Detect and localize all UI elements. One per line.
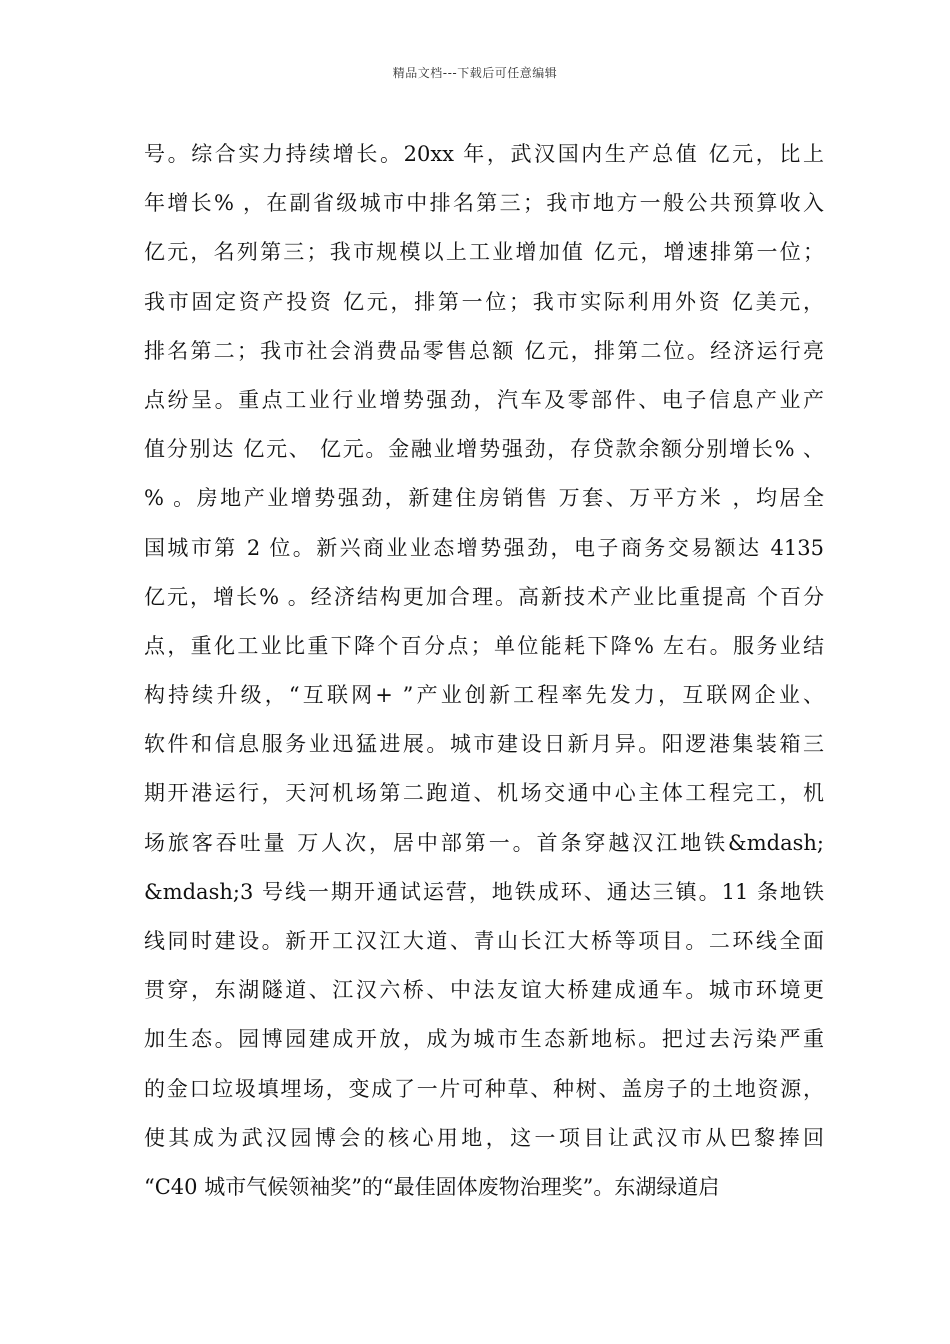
text-line: 亿元，增长% 。经济结构更加合理。高新技术产业比重提高 个百分 — [144, 584, 824, 609]
text-line: 点纷呈。重点工业行业增势强劲，汽车及零部件、电子信息产业产 — [144, 387, 824, 412]
text-line: 点，重化工业比重下降个百分点；单位能耗下降% 左右。服务业结 — [144, 633, 824, 658]
text-line: 我市固定资产投资 亿元，排第一位；我市实际利用外资 亿美元， — [144, 289, 824, 314]
text-line: 排名第二；我市社会消费品零售总额 亿元，排第二位。经济运行亮 — [144, 338, 824, 363]
page-header: 精品文档---下载后可任意编辑 — [392, 66, 558, 80]
text-line: 贯穿，东湖隧道、江汉六桥、中法友谊大桥建成通车。城市环境更 — [144, 978, 824, 1003]
text-line: 值分别达 亿元、 亿元。金融业增势强劲，存贷款余额分别增长% 、 — [144, 437, 824, 462]
text-line: “C40 城市气候领袖奖”的“最佳固体废物治理奖”。东湖绿道启 — [144, 1174, 720, 1199]
text-line: 的金口垃圾填埋场，变成了一片可种草、种树、盖房子的土地资源， — [144, 1076, 824, 1101]
text-line: 构持续升级，“互联网+ ”产业创新工程率先发力，互联网企业、 — [144, 683, 824, 708]
text-line: &mdash;3 号线一期开通试运营，地铁成环、通达三镇。11 条地铁 — [144, 879, 824, 904]
text-line: 期开港运行，天河机场第二跑道、机场交通中心主体工程完工，机 — [144, 781, 824, 806]
text-line: 号。综合实力持续增长。20xx 年，武汉国内生产总值 亿元，比上 — [144, 142, 824, 166]
text-line: 年增长% ，在副省级城市中排名第三；我市地方一般公共预算收入 — [144, 191, 824, 216]
text-line: 国城市第 2 位。新兴商业业态增势强劲，电子商务交易额达 4135 — [144, 535, 824, 560]
text-line: 使其成为武汉园博会的核心用地，这一项目让武汉市从巴黎捧回 — [144, 1125, 824, 1150]
text-line: 线同时建设。新开工汉江大道、青山长江大桥等项目。二环线全面 — [144, 929, 824, 953]
text-line: 亿元，名列第三；我市规模以上工业增加值 亿元，增速排第一位； — [144, 240, 824, 265]
document-body — [144, 130, 824, 1212]
text-line: 软件和信息服务业迅猛进展。城市建设日新月异。阳逻港集装箱三 — [144, 732, 824, 757]
text-line: 加生态。园博园建成开放，成为城市生态新地标。把过去污染严重 — [144, 1027, 824, 1052]
text-line: % 。房地产业增势强劲，新建住房销售 万套、万平方米 ，均居全 — [144, 486, 824, 511]
text-line: 场旅客吞吐量 万人次，居中部第一。首条穿越汉江地铁&mdash; — [144, 830, 824, 855]
